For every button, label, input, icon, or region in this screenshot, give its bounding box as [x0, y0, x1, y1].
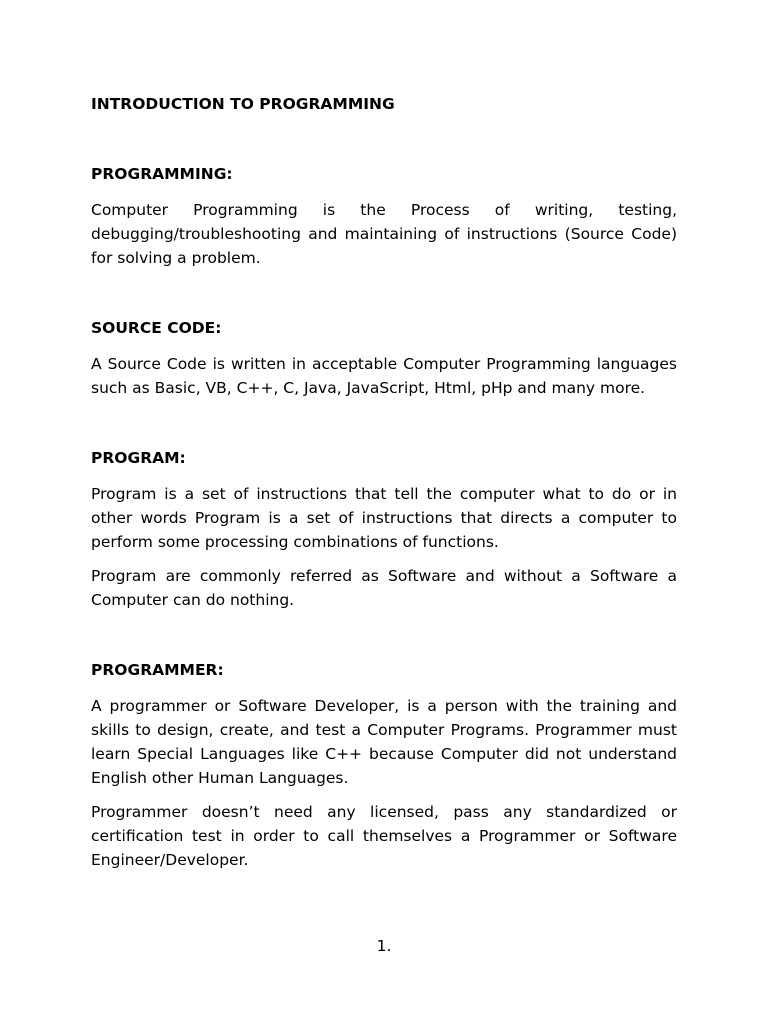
section-heading: SOURCE CODE: [91, 319, 222, 337]
paragraph: Computer Programming is the Process of writing, testing, debugging/troubleshooting and maintaining of instructions (Source Code) for solving a problem. [91, 201, 677, 267]
section-source-code [91, 316, 677, 400]
section-heading: PROGRAMMER: [91, 661, 224, 679]
document-title: INTRODUCTION TO PROGRAMMING [91, 95, 395, 113]
section-heading: PROGRAM: [91, 449, 186, 467]
section-programming [91, 162, 677, 270]
section-program [91, 446, 677, 612]
page-content [91, 92, 677, 872]
page-number: 1. [376, 937, 392, 955]
section-heading: PROGRAMMING: [91, 165, 233, 183]
paragraph: Programmer doesn’t need any licensed, pass any standardized or certification test in order to call themselves a Programmer or Software Engineer/Developer. [91, 803, 677, 869]
section-programmer [91, 658, 677, 872]
paragraph: Program is a set of instructions that tell the computer what to do or in other words Program is a set of instructions that directs a computer to perform some processing combinations of functions. [91, 485, 677, 551]
paragraph: A Source Code is written in acceptable Computer Programming languages such as Basic, VB, C++, C, Java, JavaScript, Html, pHp and many more. [91, 355, 677, 397]
paragraph: A programmer or Software Developer, is a person with the training and skills to design, create, and test a Computer Programs. Programmer must learn Special Languages like C++ because Computer did not understand English other Human Languages. [91, 697, 677, 787]
paragraph: Program are commonly referred as Software and without a Software a Computer can do nothing. [91, 567, 677, 609]
